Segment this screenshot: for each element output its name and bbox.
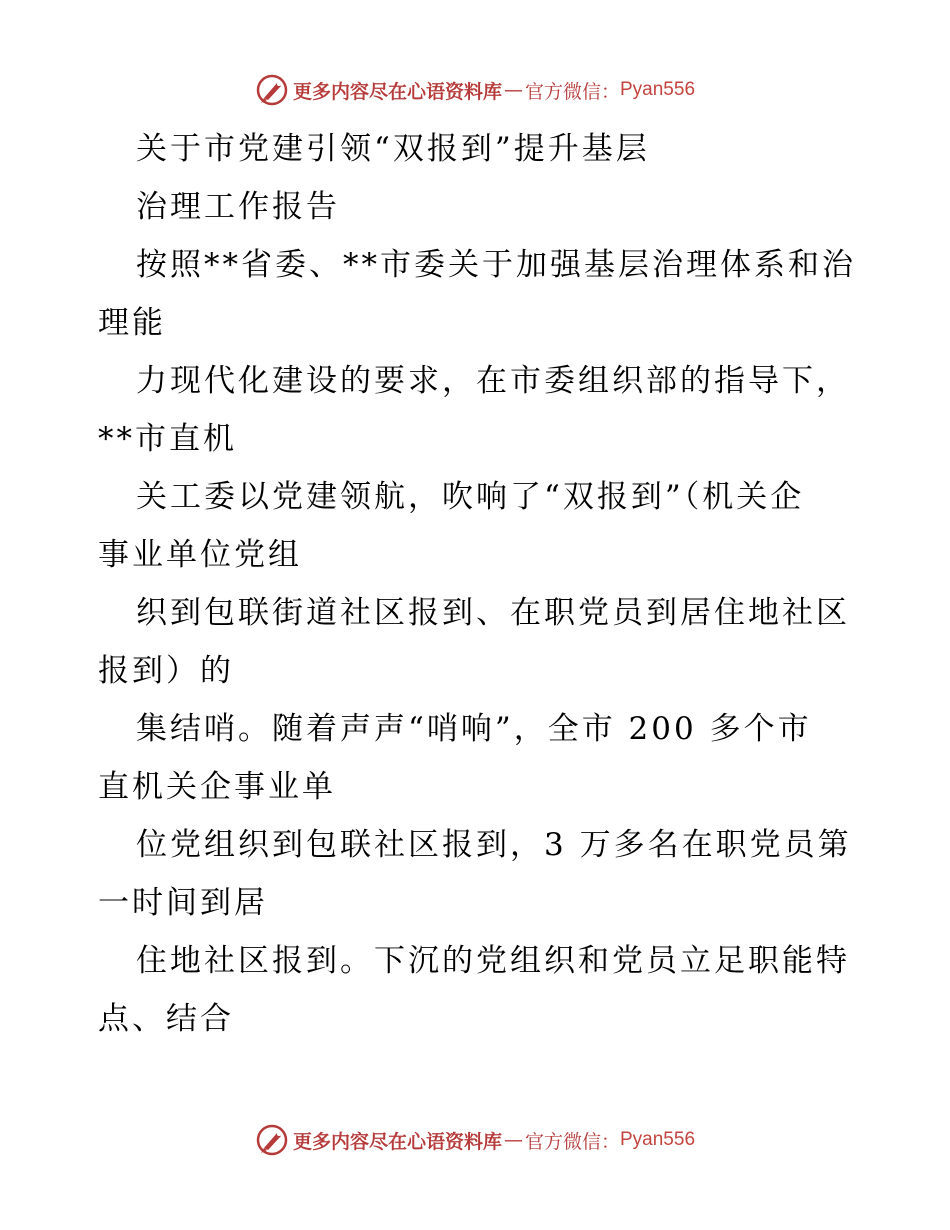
paragraph-line: 力现代化建设的要求，在市委组织部的指导下，: [136, 363, 850, 399]
paragraph-line: 理能: [98, 305, 166, 341]
footer-banner: [0, 1120, 950, 1160]
doc-title-line-1: 关于市党建引领“双报到”提升基层: [136, 131, 650, 167]
paragraph-line: 报到）的: [98, 653, 234, 689]
footer-label: 官方微信：: [524, 1130, 620, 1153]
paragraph-line: 位党组织到包联社区报到，3 万多名在职党员第: [136, 827, 852, 863]
paragraph-line: 一时间到居: [98, 885, 268, 921]
paragraph-line: 织到包联街道社区报到、在职党员到居住地社区: [136, 595, 850, 631]
footer-dash: —: [503, 1129, 523, 1151]
pen-nib-logo-icon: [255, 1123, 289, 1157]
paragraph-line: **市直机: [98, 421, 237, 457]
paragraph-line: 点、结合: [98, 1001, 234, 1037]
doc-title-line-2: 治理工作报告: [136, 189, 340, 225]
header-dash: —: [503, 79, 523, 101]
header-banner: [0, 70, 950, 110]
paragraph-line: 事业单位党组: [98, 537, 302, 573]
header-wechat-id: Pyan556: [620, 79, 696, 100]
paragraph-line: 直机关企事业单: [98, 769, 336, 805]
paragraph-line: 集结哨。随着声声“哨响”，全市 200 多个市: [136, 711, 812, 747]
pen-nib-logo-icon: [255, 73, 289, 107]
paragraph-line: 住地社区报到。下沉的党组织和党员立足职能特: [136, 943, 850, 979]
paragraph-line: 关工委以党建领航，吹响了“双报到”（机关企: [136, 479, 805, 515]
header-title: 更多内容尽在心语资料库: [292, 80, 502, 103]
paragraph-line: 按照**省委、**市委关于加强基层治理体系和治: [136, 247, 856, 283]
header-label: 官方微信：: [524, 80, 620, 103]
document-body: [98, 120, 858, 1048]
footer-wechat-id: Pyan556: [620, 1129, 696, 1150]
footer-title: 更多内容尽在心语资料库: [292, 1130, 502, 1153]
